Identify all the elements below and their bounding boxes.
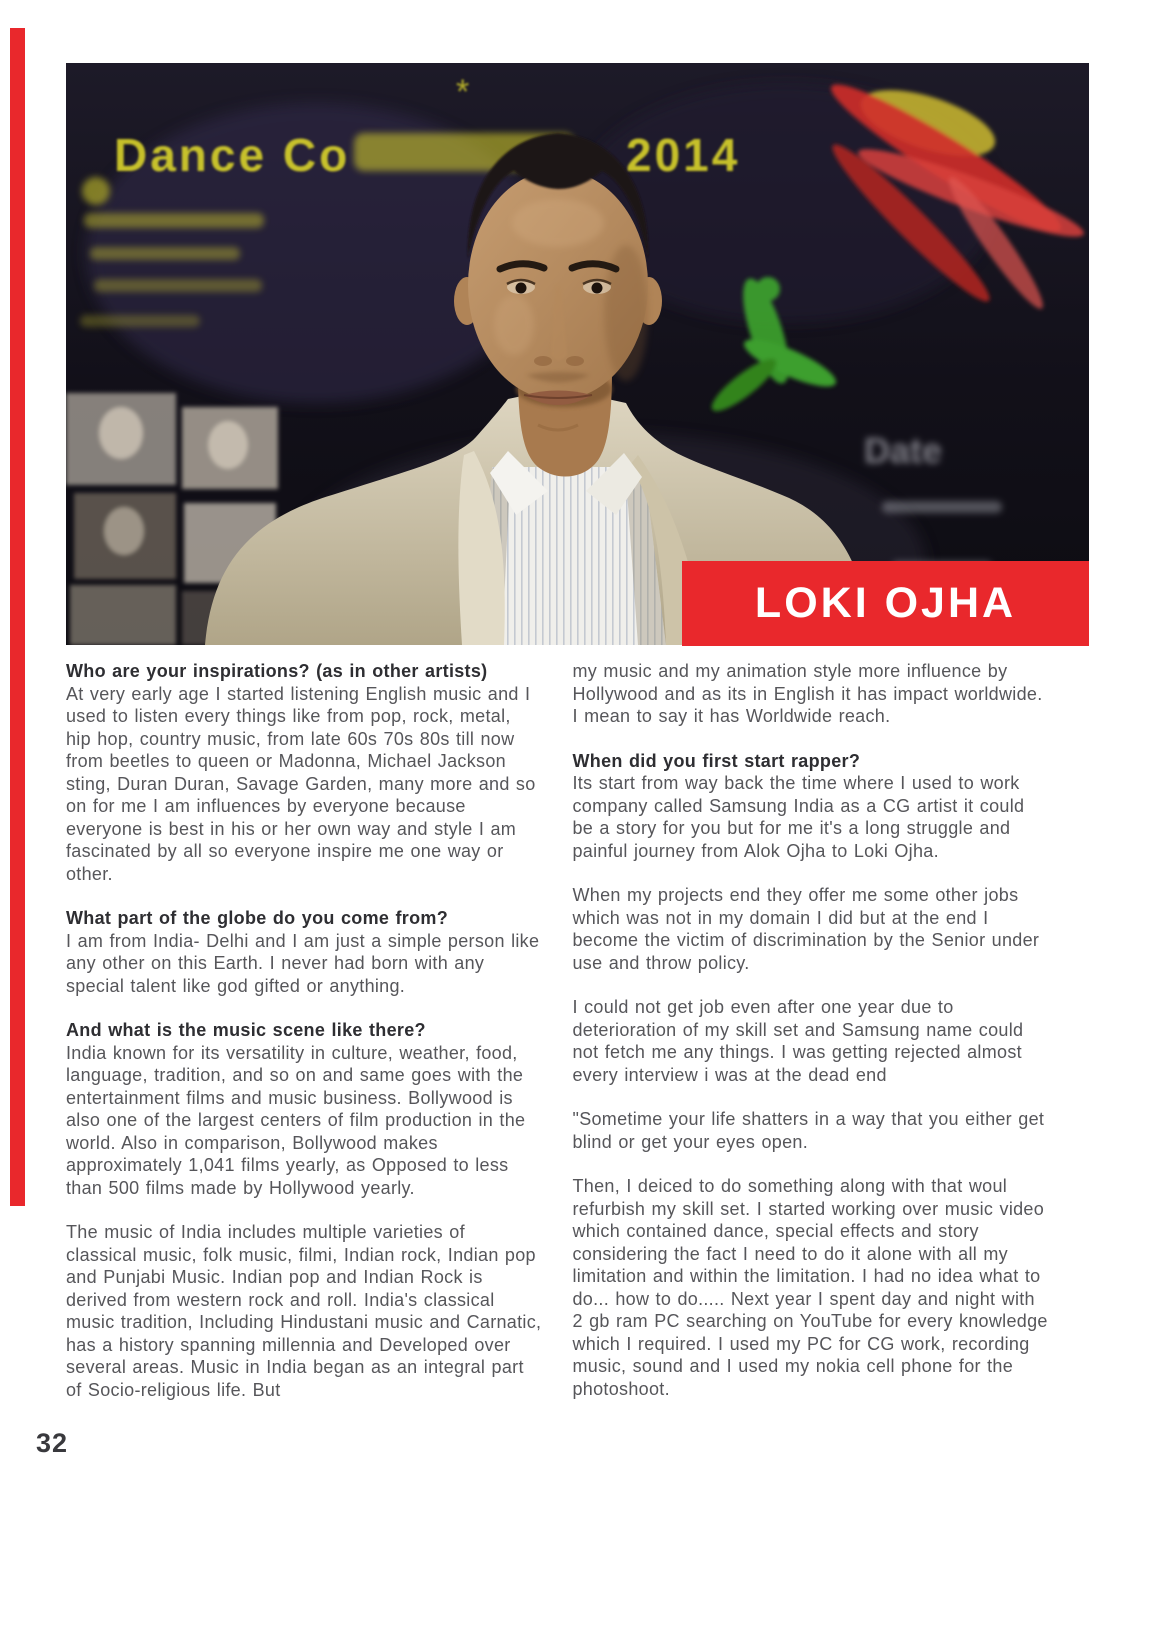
portrait-photo-illustration bbox=[66, 63, 1089, 645]
svg-text:Date: Date bbox=[864, 430, 943, 471]
article-right-column bbox=[573, 660, 1049, 1401]
svg-text:Dance Co: Dance Co bbox=[114, 129, 351, 181]
answer-paragraph: The music of India includes multiple varieties of classical music, folk music, filmi, Indian rock, Indian pop and Punjabi Music. Indian pop and Indian Rock is derived from western rock and roll. India's classical music tradition, Including Hindustani music and Carnatic, has a history spanning millennia and Developed over several areas. Music in India began as an integral part of Socio-religious life. But bbox=[66, 1222, 542, 1400]
question-heading: Who are your inspirations? (as in other artists) bbox=[66, 661, 488, 681]
answer-paragraph: India known for its versatility in culture, weather, food, language, tradition, and so on and same goes with the entertainment films and music business. Bollywood is also one of the largest centers of film production in the world. Also in comparison, Bollywood makes approximately 1,041 films yearly, as Opposed to less than 500 films made by Hollywood yearly. bbox=[66, 1042, 526, 1198]
answer-paragraph: "Sometime your life shatters in a way that you either get blind or get your eyes open. bbox=[572, 1109, 1045, 1152]
article-left-column bbox=[66, 660, 542, 1401]
page-number: 32 bbox=[36, 1428, 69, 1458]
article-body bbox=[66, 660, 1048, 1401]
answer-paragraph: At very early age I started listening English music and I used to listen every things like from pop, rock, metal, hip hop, country music, from late 60s 70s 80s till now from beetles to queen or Madonna, Michael Jackson sting, Duran Duran, Savage Garden, many more and so on for me I am influences by everyone because everyone is best in his or her own way and style I am fascinated by all so everyone inspire me one way or other. bbox=[66, 683, 536, 884]
svg-text:2014: 2014 bbox=[626, 129, 741, 181]
artist-name: LOKI OJHA bbox=[754, 579, 1017, 627]
svg-text:*: * bbox=[456, 73, 470, 111]
answer-paragraph: Its start from way back the time where I used to work company called Samsung India as a CG artist it could be a story for you but for me it's a long struggle and painful journey from Alok Ojha to Loki Ojha. bbox=[572, 773, 1025, 861]
answer-paragraph: I could not get job even after one year due to deterioration of my skill set and Samsung name could not fetch me any things. I was getting rejected almost every interview i was at the dead end bbox=[572, 997, 1024, 1085]
portrait-photo bbox=[66, 63, 1089, 645]
answer-paragraph: When my projects end they offer me some other jobs which was not in my domain I did but at the end I become the victim of discrimination by the Senior under use and throw policy. bbox=[572, 885, 1040, 973]
answer-paragraph: I am from India- Delhi and I am just a simple person like any other on this Earth. I never had born with any special talent like god gifted or anything. bbox=[66, 930, 540, 996]
answer-paragraph: my music and my animation style more influence by Hollywood and as its in English it has impact worldwide. I mean to say it has Worldwide reach. bbox=[572, 661, 1043, 726]
left-margin-red-rule bbox=[10, 28, 25, 1206]
question-heading: What part of the globe do you come from? bbox=[66, 908, 448, 928]
question-heading: When did you first start rapper? bbox=[572, 750, 861, 771]
question-heading: And what is the music scene like there? bbox=[66, 1020, 426, 1040]
answer-paragraph: Then, I deiced to do something along with that woul refurbish my skill set. I started working over music video which contained dance, special effects and story considering the fact I need to do it alone with all my limitation and within the limitation. I had no idea what to do... how to do..... Next year I spent day and night with 2 gb ram PC searching on YouTube for every knowledge which I required. I used my PC for CG work, recording music, sound and I used my nokia cell phone for the photoshoot. bbox=[572, 1176, 1048, 1399]
name-banner bbox=[682, 561, 1089, 646]
